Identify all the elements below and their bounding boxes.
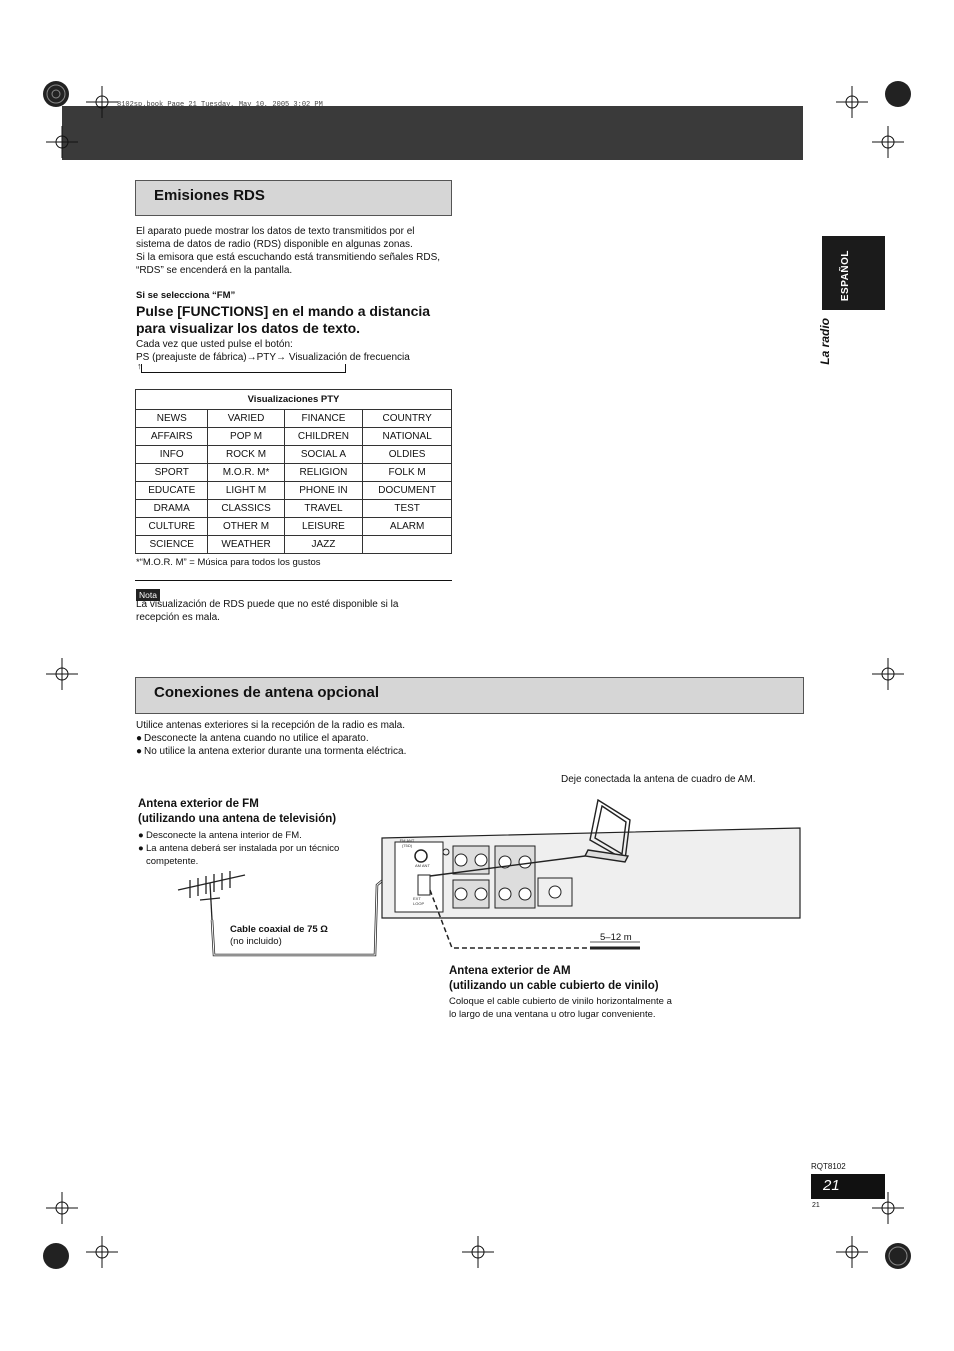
tv-antenna-icon bbox=[178, 871, 245, 920]
table-row bbox=[136, 410, 452, 428]
language-tab-label: ESPAÑOL bbox=[840, 250, 851, 302]
crosshair-icon bbox=[46, 658, 78, 690]
am-antenna-title-line: (utilizando un cable cubierto de vinilo) bbox=[449, 980, 659, 992]
rds-section-title: Emisiones RDS bbox=[154, 187, 265, 204]
fm-antenna-title-line: Antena exterior de FM bbox=[138, 798, 259, 810]
crosshair-icon bbox=[46, 1192, 78, 1224]
table-row bbox=[136, 446, 452, 464]
pty-footnote: *“M.O.R. M” = Música para todos los gustos bbox=[136, 557, 321, 568]
doc-code: RQT8102 bbox=[811, 1162, 846, 1171]
pty-cell: ALARM bbox=[363, 518, 452, 536]
crosshair-icon bbox=[86, 1236, 118, 1268]
crosshair-icon bbox=[872, 126, 904, 158]
receiver-rear-panel bbox=[382, 828, 800, 918]
table-row bbox=[136, 536, 452, 554]
nota-text-line: recepción es mala. bbox=[136, 612, 220, 623]
rds-intro-line: sistema de datos de radio (RDS) disponible en algunas zonas. bbox=[136, 239, 413, 250]
corner-target-icon bbox=[40, 1240, 72, 1272]
crosshair-icon bbox=[46, 126, 78, 158]
table-row bbox=[136, 464, 452, 482]
pty-cell: JAZZ bbox=[284, 536, 363, 554]
am-antenna-title bbox=[449, 964, 659, 994]
rds-instruction-line: Pulse [FUNCTIONS] en el mando a distancia bbox=[136, 303, 431, 319]
list-item bbox=[136, 745, 616, 758]
pty-cell: OLDIES bbox=[363, 446, 452, 464]
table-row bbox=[136, 500, 452, 518]
coax-cable-callout bbox=[230, 924, 328, 948]
pty-cell: NEWS bbox=[136, 410, 208, 428]
rds-intro-line: El aparato puede mostrar los datos de texto transmitidos por el bbox=[136, 226, 415, 237]
fm-antenna-title-line: (utilizando una antena de televisión) bbox=[138, 813, 337, 825]
pty-cell: DRAMA bbox=[136, 500, 208, 518]
pty-cell: TRAVEL bbox=[284, 500, 363, 518]
am-antenna-text-line: Coloque el cable cubierto de vinilo horizontalmente a bbox=[449, 996, 672, 1007]
list-item bbox=[136, 732, 616, 745]
nota-divider bbox=[135, 580, 452, 581]
pty-cell: SCIENCE bbox=[136, 536, 208, 554]
pty-cell: PHONE IN bbox=[284, 482, 363, 500]
rds-intro-line: Si la emisora que está escuchando está transmitiendo señales RDS, bbox=[136, 252, 441, 263]
crosshair-icon bbox=[462, 1236, 494, 1268]
pty-cell: SOCIAL A bbox=[284, 446, 363, 464]
panel-fm-label: FM ANT (75Ω) bbox=[399, 838, 415, 848]
pty-cell: M.O.R. M* bbox=[208, 464, 284, 482]
pty-cell: INFO bbox=[136, 446, 208, 464]
nota-label: Nota bbox=[136, 589, 160, 601]
rds-intro-line: “RDS” se encenderá en la pantalla. bbox=[136, 265, 293, 276]
rds-intro bbox=[136, 225, 456, 277]
pty-cell: CULTURE bbox=[136, 518, 208, 536]
pty-cell: LIGHT M bbox=[208, 482, 284, 500]
bullet-icon: ● bbox=[136, 746, 143, 757]
length-label: 5–12 m bbox=[600, 932, 632, 943]
pty-cell: TEST bbox=[363, 500, 452, 518]
fm-note-text: competente. bbox=[146, 856, 199, 867]
bullet-icon: ● bbox=[136, 733, 143, 744]
nota-text bbox=[136, 598, 456, 624]
bullet-icon: ● bbox=[138, 843, 144, 854]
sequence-return-line bbox=[141, 364, 346, 373]
panel-am-label: AM ANT bbox=[415, 863, 430, 868]
pty-cell: SPORT bbox=[136, 464, 208, 482]
pty-cell: AFFAIRS bbox=[136, 428, 208, 446]
each-press-text: Cada vez que usted pulse el botón: bbox=[136, 339, 293, 350]
sequence-return-arrow: ↑ bbox=[137, 361, 142, 371]
page-number-box bbox=[811, 1174, 885, 1199]
pty-cell: OTHER M bbox=[208, 518, 284, 536]
rds-instruction-line: para visualizar los datos de texto. bbox=[136, 320, 361, 336]
pty-cell: CLASSICS bbox=[208, 500, 284, 518]
crosshair-icon bbox=[872, 658, 904, 690]
pty-cell bbox=[363, 536, 452, 554]
antenna-section-header bbox=[135, 677, 804, 714]
fm-note-text: Desconecte la antena interior de FM. bbox=[146, 830, 302, 841]
section-side-label: La radio bbox=[818, 318, 832, 365]
corner-target-icon bbox=[40, 78, 72, 110]
pty-cell: RELIGION bbox=[284, 464, 363, 482]
pty-cell: DOCUMENT bbox=[363, 482, 452, 500]
rds-instruction bbox=[136, 303, 466, 337]
cable-note: (no incluido) bbox=[230, 936, 282, 947]
panel-loop-label: EXT LOOP bbox=[413, 896, 425, 906]
pty-table-header: Visualizaciones PTY bbox=[136, 390, 452, 410]
pty-cell: FINANCE bbox=[284, 410, 363, 428]
pty-cell: ROCK M bbox=[208, 446, 284, 464]
am-antenna-title-line: Antena exterior de AM bbox=[449, 965, 571, 977]
display-sequence: PS (preajuste de fábrica)→PTY→ Visualización de frecuencia bbox=[136, 352, 410, 363]
antenna-intro bbox=[136, 719, 616, 758]
language-tab bbox=[822, 236, 885, 310]
table-row bbox=[136, 482, 452, 500]
cable-label: Cable coaxial de 75 Ω bbox=[230, 924, 328, 935]
nota-text-line: La visualización de RDS puede que no esté disponible si la bbox=[136, 599, 399, 610]
fm-note-text: La antena deberá ser instalada por un técnico bbox=[146, 843, 340, 854]
crosshair-icon bbox=[86, 86, 118, 118]
header-bar bbox=[62, 106, 803, 160]
fm-label: Si se selecciona “FM” bbox=[136, 290, 236, 301]
pty-table bbox=[135, 389, 452, 554]
pty-cell: WEATHER bbox=[208, 536, 284, 554]
pty-cell: COUNTRY bbox=[363, 410, 452, 428]
am-antenna-text bbox=[449, 995, 672, 1021]
pty-cell: VARIED bbox=[208, 410, 284, 428]
table-row bbox=[136, 518, 452, 536]
am-antenna-text-line: lo largo de una ventana u otro lugar conveniente. bbox=[449, 1009, 656, 1020]
pty-cell: EDUCATE bbox=[136, 482, 208, 500]
crosshair-icon bbox=[836, 86, 868, 118]
antenna-bullet-text: Desconecte la antena cuando no utilice el aparato. bbox=[144, 733, 369, 744]
pty-cell: CHILDREN bbox=[284, 428, 363, 446]
crosshair-icon bbox=[836, 1236, 868, 1268]
page-number-small: 21 bbox=[812, 1202, 820, 1209]
corner-target-icon bbox=[882, 1240, 914, 1272]
bullet-icon: ● bbox=[138, 830, 144, 841]
am-loop-note: Deje conectada la antena de cuadro de AM. bbox=[561, 774, 756, 785]
page-number: 21 bbox=[823, 1177, 840, 1194]
pty-cell: NATIONAL bbox=[363, 428, 452, 446]
pty-cell: FOLK M bbox=[363, 464, 452, 482]
print-info: 8102sp.book Page 21 Tuesday, May 10, 2005 3:02 PM bbox=[117, 101, 323, 109]
antenna-intro-line: Utilice antenas exteriores si la recepción de la radio es mala. bbox=[136, 720, 406, 731]
rds-section-header bbox=[135, 180, 452, 216]
pty-cell: LEISURE bbox=[284, 518, 363, 536]
antenna-section-title: Conexiones de antena opcional bbox=[154, 684, 380, 701]
corner-target-icon bbox=[882, 78, 914, 110]
antenna-bullet-text: No utilice la antena exterior durante una tormenta eléctrica. bbox=[144, 746, 407, 757]
pty-cell: POP M bbox=[208, 428, 284, 446]
table-row bbox=[136, 428, 452, 446]
